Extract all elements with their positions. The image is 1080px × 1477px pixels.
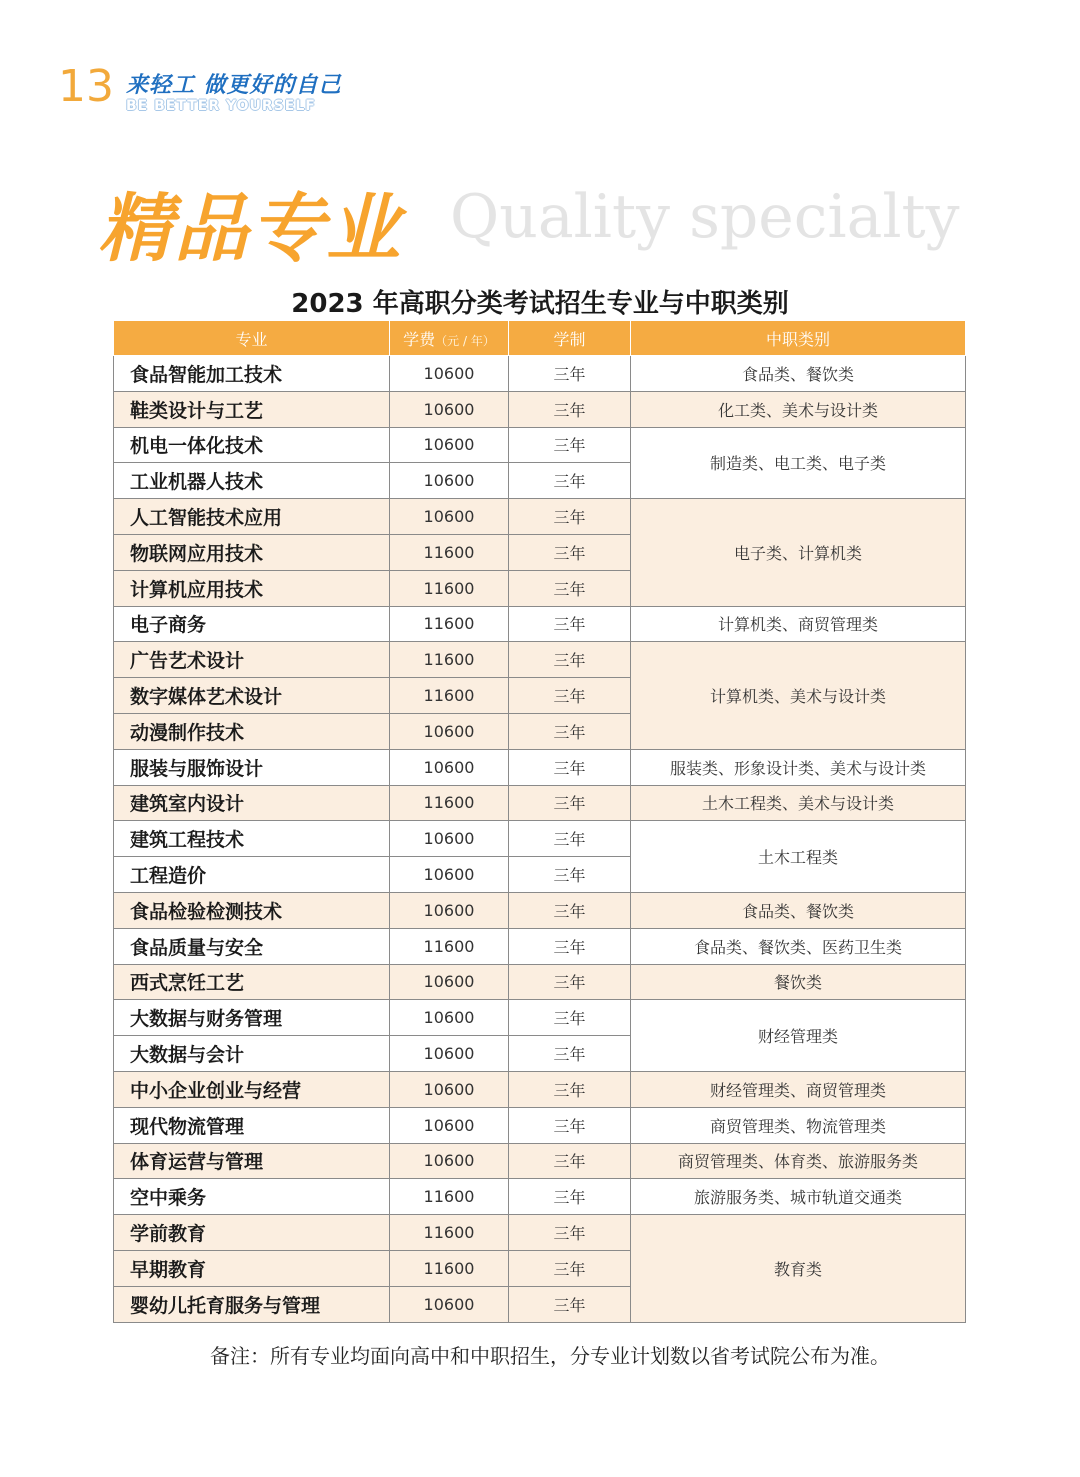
major-name: 工程造价: [114, 857, 390, 893]
header-major: 专业: [114, 321, 390, 356]
vocational-category: 计算机类、商贸管理类: [631, 606, 966, 642]
tuition-fee: 10600: [390, 391, 509, 427]
major-name: 服装与服饰设计: [114, 749, 390, 785]
table-body: [114, 356, 966, 1323]
vocational-category: 财经管理类: [631, 1000, 966, 1072]
table-row: [114, 606, 966, 642]
program-duration: 三年: [509, 821, 631, 857]
vocational-category: 商贸管理类、体育类、旅游服务类: [631, 1143, 966, 1179]
tuition-fee: 10600: [390, 713, 509, 749]
tuition-fee: 10600: [390, 964, 509, 1000]
section-title-chinese: 精品专业: [98, 186, 402, 272]
table-row: [114, 499, 966, 535]
program-duration: 三年: [509, 1179, 631, 1215]
header-category: 中职类别: [631, 321, 966, 356]
tuition-fee: 11600: [390, 606, 509, 642]
major-name: 数字媒体艺术设计: [114, 678, 390, 714]
major-name: 食品质量与安全: [114, 928, 390, 964]
table-row: [114, 1143, 966, 1179]
major-name: 鞋类设计与工艺: [114, 391, 390, 427]
program-duration: 三年: [509, 463, 631, 499]
tuition-fee: 11600: [390, 570, 509, 606]
program-duration: 三年: [509, 749, 631, 785]
program-duration: 三年: [509, 1286, 631, 1322]
program-duration: 三年: [509, 857, 631, 893]
footnote: 备注：所有专业均面向高中和中职招生，分专业计划数以省考试院公布为准。: [210, 1344, 890, 1368]
program-duration: 三年: [509, 1000, 631, 1036]
header-duration: 学制: [509, 321, 631, 356]
vocational-category: 食品类、餐饮类: [631, 892, 966, 928]
program-duration: 三年: [509, 1215, 631, 1251]
page-number: 13: [58, 61, 114, 112]
table-row: [114, 356, 966, 392]
vocational-category: 制造类、电工类、电子类: [631, 427, 966, 499]
major-name: 动漫制作技术: [114, 713, 390, 749]
vocational-category: 商贸管理类、物流管理类: [631, 1107, 966, 1143]
program-duration: 三年: [509, 427, 631, 463]
table-title: 2023 年高职分类考试招生专业与中职类别: [291, 289, 789, 319]
table-row: [114, 1000, 966, 1036]
vocational-category: 土木工程类: [631, 821, 966, 893]
vocational-category: 化工类、美术与设计类: [631, 391, 966, 427]
tuition-fee: 11600: [390, 1179, 509, 1215]
vocational-category: 餐饮类: [631, 964, 966, 1000]
table-row: [114, 642, 966, 678]
tuition-fee: 10600: [390, 1000, 509, 1036]
header-fee-unit: （元 / 年）: [435, 333, 495, 348]
table-row: [114, 749, 966, 785]
table-row: [114, 928, 966, 964]
major-name: 空中乘务: [114, 1179, 390, 1215]
major-name: 计算机应用技术: [114, 570, 390, 606]
table-row: [114, 1107, 966, 1143]
tuition-fee: 11600: [390, 1215, 509, 1251]
table-row: [114, 1071, 966, 1107]
major-name: 早期教育: [114, 1250, 390, 1286]
program-duration: 三年: [509, 1250, 631, 1286]
major-name: 西式烹饪工艺: [114, 964, 390, 1000]
major-name: 食品检验检测技术: [114, 892, 390, 928]
program-duration: 三年: [509, 928, 631, 964]
tuition-fee: 10600: [390, 1036, 509, 1072]
table-row: [114, 1179, 966, 1215]
table-row: [114, 821, 966, 857]
tuition-fee: 11600: [390, 534, 509, 570]
program-duration: 三年: [509, 678, 631, 714]
tuition-fee: 10600: [390, 463, 509, 499]
header-fee: [390, 321, 509, 356]
major-name: 学前教育: [114, 1215, 390, 1251]
program-duration: 三年: [509, 606, 631, 642]
major-name: 现代物流管理: [114, 1107, 390, 1143]
program-duration: 三年: [509, 1107, 631, 1143]
program-duration: 三年: [509, 964, 631, 1000]
tuition-fee: 11600: [390, 642, 509, 678]
program-duration: 三年: [509, 713, 631, 749]
tuition-fee: 10600: [390, 821, 509, 857]
tuition-fee: 11600: [390, 785, 509, 821]
program-duration: 三年: [509, 391, 631, 427]
table-row: [114, 391, 966, 427]
major-name: 中小企业创业与经营: [114, 1071, 390, 1107]
vocational-category: 教育类: [631, 1215, 966, 1322]
program-duration: 三年: [509, 356, 631, 392]
major-name: 建筑室内设计: [114, 785, 390, 821]
tuition-fee: 11600: [390, 678, 509, 714]
table-row: [114, 1215, 966, 1251]
tuition-fee: 10600: [390, 857, 509, 893]
table-row: [114, 964, 966, 1000]
tuition-fee: 10600: [390, 427, 509, 463]
program-duration: 三年: [509, 1071, 631, 1107]
vocational-category: 计算机类、美术与设计类: [631, 642, 966, 749]
major-name: 物联网应用技术: [114, 534, 390, 570]
program-duration: 三年: [509, 892, 631, 928]
program-duration: 三年: [509, 1036, 631, 1072]
major-name: 大数据与会计: [114, 1036, 390, 1072]
slogan-chinese: 来轻工 做更好的自己: [126, 73, 342, 98]
vocational-category: 旅游服务类、城市轨道交通类: [631, 1179, 966, 1215]
program-duration: 三年: [509, 642, 631, 678]
program-duration: 三年: [509, 1143, 631, 1179]
major-name: 大数据与财务管理: [114, 1000, 390, 1036]
table-row: [114, 427, 966, 463]
table-row: [114, 785, 966, 821]
header-fee-label: 学费: [403, 329, 436, 349]
majors-table: [113, 320, 966, 1323]
major-name: 电子商务: [114, 606, 390, 642]
tuition-fee: 10600: [390, 1071, 509, 1107]
vocational-category: 财经管理类、商贸管理类: [631, 1071, 966, 1107]
major-name: 婴幼儿托育服务与管理: [114, 1286, 390, 1322]
vocational-category: 电子类、计算机类: [631, 499, 966, 606]
major-name: 广告艺术设计: [114, 642, 390, 678]
vocational-category: 食品类、餐饮类、医药卫生类: [631, 928, 966, 964]
tuition-fee: 10600: [390, 1107, 509, 1143]
tuition-fee: 11600: [390, 1250, 509, 1286]
program-duration: 三年: [509, 499, 631, 535]
table-row: [114, 892, 966, 928]
table-header-row: [114, 321, 966, 356]
tuition-fee: 10600: [390, 1143, 509, 1179]
tuition-fee: 10600: [390, 892, 509, 928]
major-name: 工业机器人技术: [114, 463, 390, 499]
major-name: 人工智能技术应用: [114, 499, 390, 535]
program-duration: 三年: [509, 785, 631, 821]
tuition-fee: 10600: [390, 749, 509, 785]
vocational-category: 食品类、餐饮类: [631, 356, 966, 392]
section-title-english: Quality specialty: [450, 182, 960, 252]
major-name: 机电一体化技术: [114, 427, 390, 463]
major-name: 食品智能加工技术: [114, 356, 390, 392]
slogan-english: BE BETTER YOURSELF: [126, 98, 316, 114]
major-name: 体育运营与管理: [114, 1143, 390, 1179]
tuition-fee: 10600: [390, 1286, 509, 1322]
program-duration: 三年: [509, 570, 631, 606]
tuition-fee: 11600: [390, 928, 509, 964]
tuition-fee: 10600: [390, 356, 509, 392]
tuition-fee: 10600: [390, 499, 509, 535]
major-name: 建筑工程技术: [114, 821, 390, 857]
vocational-category: 土木工程类、美术与设计类: [631, 785, 966, 821]
program-duration: 三年: [509, 534, 631, 570]
vocational-category: 服装类、形象设计类、美术与设计类: [631, 749, 966, 785]
